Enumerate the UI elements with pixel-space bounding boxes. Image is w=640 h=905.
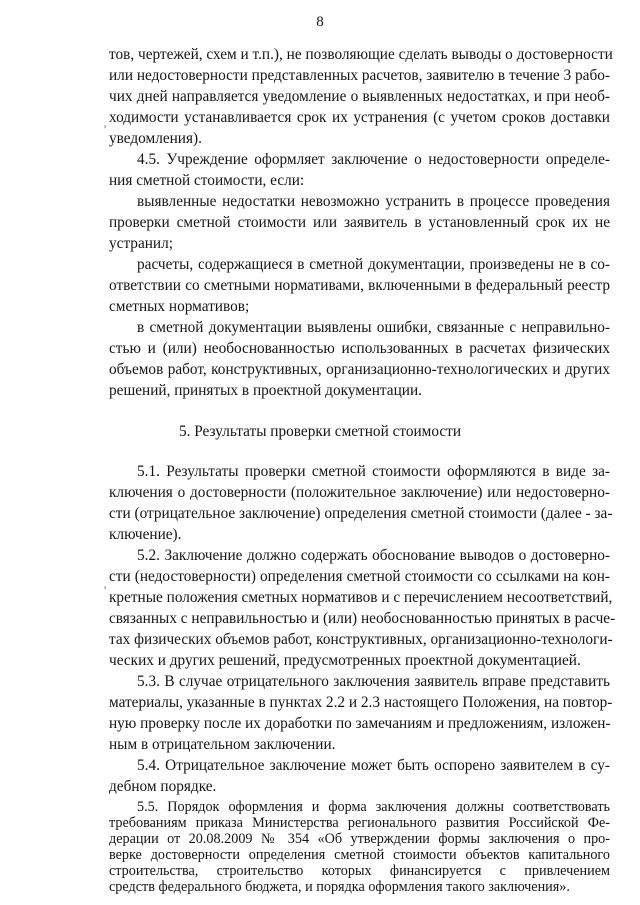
text-line: средств федерального бюджета, и порядка оформления такого заключения». [109, 879, 570, 895]
scan-mark: ' [104, 583, 107, 597]
text-line: тов, чертежей, схем и т.п.), не позволяющие сделать выводы о достоверности [109, 46, 613, 63]
text-line: проверки сметной стоимости или заявитель в установленный срок их не [109, 214, 610, 231]
scan-mark: ' [104, 122, 107, 136]
text-line: строительства, строительство которых финансируется с привлечением [109, 863, 610, 879]
text-line: выявленные недостатки невозможно устранить в процессе проведения [137, 193, 610, 210]
text-line: чих дней направляется уведомление о выявленных недостатках, и при необ- [109, 88, 610, 105]
text-line: дебном порядке. [109, 778, 217, 795]
text-line: верке достоверности определения сметной стоимости объектов капитального [109, 847, 610, 863]
text-line: расчеты, содержащиеся в сметной документации, произведены не в со- [137, 256, 610, 273]
text-line: 5.3. В случае отрицательного заключения заявитель вправе представить [137, 673, 610, 690]
text-line: 5.5. Порядок оформления и форма заключения должны соответствовать [137, 799, 610, 815]
text-line: в сметной документации выявлены ошибки, связанные с неправильно- [137, 319, 610, 336]
text-line: ния сметной стоимости, если: [109, 172, 305, 189]
text-line: ключение). [109, 526, 182, 543]
text-line: объемов работ, конструктивных, организационно-технологических и других [109, 361, 610, 378]
text-line: ным в отрицательном заключении. [109, 736, 336, 753]
text-line: ключения о достоверности (положительное заключение) или недостоверно- [109, 484, 610, 501]
text-line: сметных нормативов; [109, 298, 250, 315]
text-line: уведомления). [109, 130, 202, 147]
text-line: стью и (или) необоснованностью использованных в расчетах физических [109, 340, 610, 357]
text-line: тах физических объемов работ, конструктивных, организационно-технологи- [109, 631, 613, 648]
text-line: устранил; [109, 235, 174, 252]
text-line: 4.5. Учреждение оформляет заключение о недостоверности определе- [137, 151, 610, 168]
text-line: или недостоверности представленных расчетов, заявителю в течение 3 рабо- [109, 67, 610, 84]
text-line: требованиям приказа Министерства регионального развития Российской Фе- [109, 815, 610, 831]
text-line: решений, принятых в проектной документации. [109, 382, 422, 399]
text-line: ческих и других решений, предусмотренных проектной документацией. [109, 652, 581, 669]
text-line: материалы, указанные в пунктах 2.2 и 2.3 настоящего Положения, на повтор- [109, 694, 613, 711]
text-line: 5.2. Заключение должно содержать обоснование выводов о достоверно- [137, 547, 610, 564]
text-line: связанных с неправильностью и (или) необоснованностью принятых в расче- [109, 610, 616, 627]
text-line: 5.4. Отрицательное заключение может быть оспорено заявителем в су- [137, 757, 610, 774]
text-line: кретные положения сметных нормативов и с перечислением несоответствий, [109, 589, 613, 606]
text-line: 5.1. Результаты проверки сметной стоимости оформляются в виде за- [137, 463, 610, 480]
page-number: 8 [316, 14, 324, 30]
text-line: сти (отрицательное заключение) определения сметной стоимости (далее - за- [109, 505, 613, 522]
text-line: дерации от 20.08.2009 № 354 «Об утверждении формы заключения о про- [109, 831, 610, 847]
text-line: сти (недостоверности) определения сметной стоимости со ссылками на кон- [109, 568, 610, 585]
text-line: ходимости устанавливается срок их устранения (с учетом сроков доставки [109, 109, 610, 126]
text-line: ответствии со сметными нормативами, включенными в федеральный реестр [109, 277, 610, 294]
text-line: ную проверку после их доработки по замечаниям и предложениям, изложен- [109, 715, 611, 732]
section-heading: 5. Результаты проверки сметной стоимости [178, 423, 462, 440]
